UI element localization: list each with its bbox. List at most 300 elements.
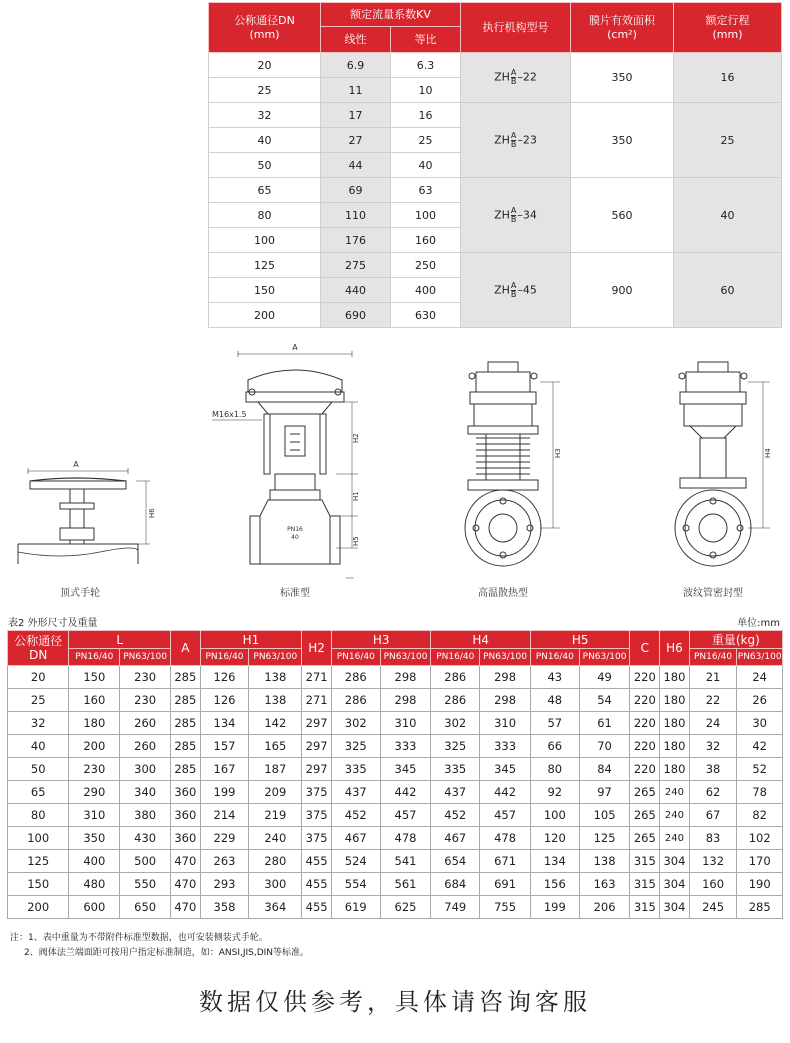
dimension-cell: 325 — [331, 735, 380, 758]
model-ab-fraction — [511, 132, 517, 149]
dimension-cell: 437 — [331, 781, 380, 804]
kv-linear-cell: 69 — [321, 178, 391, 203]
valve-drawings — [0, 338, 790, 608]
dimension-cell: 345 — [380, 758, 431, 781]
dimension-cell: 375 — [302, 781, 332, 804]
dimension-cell: 240 — [660, 804, 690, 827]
dimension-cell: 32 — [689, 735, 737, 758]
dimension-cell: 286 — [331, 689, 380, 712]
dimension-cell: 126 — [200, 666, 249, 689]
model-suffix: –34 — [517, 208, 537, 221]
dimension-cell: 240 — [660, 827, 690, 850]
dimension-cell: 125 — [8, 850, 69, 873]
dimension-cell: 38 — [689, 758, 737, 781]
dimension-cell: 470 — [171, 850, 201, 873]
dimension-cell: 298 — [380, 689, 431, 712]
kv-table-row — [209, 253, 782, 278]
t2-l-header: L — [69, 631, 171, 649]
dimension-cell: 478 — [380, 827, 431, 850]
standard-a-label: A — [292, 343, 298, 352]
standard-h5-label: H5 — [352, 536, 360, 546]
dimension-cell: 442 — [480, 781, 531, 804]
handwheel-a-label: A — [73, 460, 79, 469]
dimension-cell: 67 — [689, 804, 737, 827]
dn-cell: 150 — [209, 278, 321, 303]
stroke-cell: 25 — [674, 103, 782, 178]
dimension-cell: 293 — [200, 873, 249, 896]
dimension-cell: 286 — [431, 689, 480, 712]
dimension-cell: 350 — [69, 827, 120, 850]
actuator-model-cell — [461, 53, 571, 103]
t2-l-pn1640-header: PN16/40 — [69, 649, 120, 666]
area-cell: 350 — [571, 53, 674, 103]
dimension-cell: 209 — [249, 781, 302, 804]
dimension-cell: 49 — [579, 666, 630, 689]
dn-cell: 80 — [209, 203, 321, 228]
dimension-cell: 65 — [8, 781, 69, 804]
t2-weight-pn1640-header: PN16/40 — [689, 649, 737, 666]
t2-weight-header: 重量(kg) — [689, 631, 782, 649]
dimension-cell: 285 — [171, 735, 201, 758]
dimension-cell: 265 — [630, 781, 660, 804]
dimension-cell: 684 — [431, 873, 480, 896]
dimension-cell: 500 — [120, 850, 171, 873]
t2-h1-header: H1 — [200, 631, 302, 649]
standard-pn-label: PN16 — [287, 526, 303, 533]
dimension-cell: 26 — [737, 689, 783, 712]
dimension-cell: 285 — [737, 896, 783, 919]
model-top: A — [510, 130, 517, 140]
dimension-cell: 220 — [630, 735, 660, 758]
kv-equal-cell: 10 — [391, 78, 461, 103]
dimension-table-row — [8, 712, 783, 735]
kv-equal-cell: 400 — [391, 278, 461, 303]
dimension-cell: 48 — [530, 689, 579, 712]
kv-linear-cell: 17 — [321, 103, 391, 128]
dimension-cell: 260 — [120, 735, 171, 758]
model-suffix: –45 — [517, 283, 537, 296]
dimension-cell: 360 — [171, 827, 201, 850]
dimension-cell: 156 — [530, 873, 579, 896]
dimension-cell: 452 — [331, 804, 380, 827]
dimension-cell: 97 — [579, 781, 630, 804]
dimension-cell: 220 — [630, 689, 660, 712]
kv-header: 额定流量系数KV — [321, 3, 461, 27]
dn-header: 公称通径DN (mm) — [209, 3, 321, 53]
kv-table-row — [209, 103, 782, 128]
dimension-cell: 304 — [660, 850, 690, 873]
kv-linear-cell: 44 — [321, 153, 391, 178]
dimension-table-row — [8, 735, 783, 758]
dimension-cell: 541 — [380, 850, 431, 873]
dimension-cell: 142 — [249, 712, 302, 735]
actuator-model-cell — [461, 178, 571, 253]
t2-h3-pn63100-header: PN63/100 — [380, 649, 431, 666]
dimension-cell: 120 — [530, 827, 579, 850]
dimension-cell: 180 — [660, 735, 690, 758]
model-suffix: –23 — [517, 133, 537, 146]
t2-h1-pn1640-header: PN16/40 — [200, 649, 249, 666]
dimension-cell: 125 — [579, 827, 630, 850]
t2-h4-pn1640-header: PN16/40 — [431, 649, 480, 666]
actuator-header: 执行机构型号 — [461, 3, 571, 53]
dimension-cell: 200 — [69, 735, 120, 758]
dimension-cell: 430 — [120, 827, 171, 850]
dimension-cell: 187 — [249, 758, 302, 781]
dimension-cell: 554 — [331, 873, 380, 896]
dimension-cell: 333 — [380, 735, 431, 758]
kv-equal-header: 等比 — [391, 27, 461, 53]
dimension-cell: 245 — [689, 896, 737, 919]
kv-linear-cell: 11 — [321, 78, 391, 103]
dimension-cell: 298 — [380, 666, 431, 689]
dimension-cell: 22 — [689, 689, 737, 712]
model-bottom: B — [510, 214, 517, 224]
model-prefix: ZH — [494, 283, 510, 296]
dimension-cell: 157 — [200, 735, 249, 758]
dimension-table-row — [8, 850, 783, 873]
table2-title: 表2 外形尺寸及重量 — [8, 618, 98, 629]
dimension-cell: 480 — [69, 873, 120, 896]
handwheel-caption: 顶式手轮 — [60, 588, 100, 599]
table2-unit: 单位:mm — [737, 618, 780, 629]
actuator-model-cell — [461, 253, 571, 328]
dimension-cell: 126 — [200, 689, 249, 712]
dimension-cell: 302 — [431, 712, 480, 735]
dimension-cell: 625 — [380, 896, 431, 919]
dimension-cell: 163 — [579, 873, 630, 896]
dimension-cell: 300 — [120, 758, 171, 781]
kv-table — [208, 2, 782, 328]
dimension-cell: 24 — [737, 666, 783, 689]
dimension-cell: 102 — [737, 827, 783, 850]
m16-label: M16x1.5 — [212, 410, 247, 419]
area-cell: 350 — [571, 103, 674, 178]
dn-cell: 100 — [209, 228, 321, 253]
dimension-cell: 199 — [200, 781, 249, 804]
dimension-cell: 82 — [737, 804, 783, 827]
dimension-cell: 180 — [660, 712, 690, 735]
dimension-cell: 297 — [302, 735, 332, 758]
dimension-cell: 230 — [120, 689, 171, 712]
kv-equal-cell: 250 — [391, 253, 461, 278]
area-cell: 560 — [571, 178, 674, 253]
dimension-cell: 271 — [302, 689, 332, 712]
dimension-table-row — [8, 689, 783, 712]
dimension-cell: 671 — [480, 850, 531, 873]
dimension-cell: 180 — [660, 666, 690, 689]
dimension-cell: 260 — [120, 712, 171, 735]
dimension-cell: 455 — [302, 896, 332, 919]
high-temp-h3-label: H3 — [554, 448, 562, 458]
dimension-cell: 180 — [660, 689, 690, 712]
dimension-cell: 310 — [380, 712, 431, 735]
standard-h1-label: H1 — [352, 491, 360, 501]
dimension-cell: 180 — [69, 712, 120, 735]
dimension-cell: 442 — [380, 781, 431, 804]
model-top: A — [510, 68, 517, 77]
dimension-cell: 54 — [579, 689, 630, 712]
dimension-cell: 80 — [8, 804, 69, 827]
dimension-cell: 304 — [660, 873, 690, 896]
dimension-cell: 43 — [530, 666, 579, 689]
dimension-cell: 285 — [171, 712, 201, 735]
t2-h1-pn63100-header: PN63/100 — [249, 649, 302, 666]
dimension-cell: 200 — [8, 896, 69, 919]
dimension-cell: 271 — [302, 666, 332, 689]
kv-linear-cell: 176 — [321, 228, 391, 253]
dimension-cell: 219 — [249, 804, 302, 827]
dimension-cell: 335 — [331, 758, 380, 781]
bellows-h4-label: H4 — [764, 448, 772, 458]
area-header: 膜片有效面积 (cm²) — [571, 3, 674, 53]
dimension-cell: 78 — [737, 781, 783, 804]
dimension-cell: 297 — [302, 712, 332, 735]
dimension-cell: 265 — [630, 827, 660, 850]
dimension-cell: 240 — [249, 827, 302, 850]
dimension-table-row — [8, 873, 783, 896]
dimension-cell: 206 — [579, 896, 630, 919]
dimension-cell: 455 — [302, 873, 332, 896]
dimension-cell: 220 — [630, 758, 660, 781]
dimension-cell: 375 — [302, 804, 332, 827]
dimension-cell: 286 — [331, 666, 380, 689]
dimension-table-row — [8, 781, 783, 804]
dimension-cell: 220 — [630, 666, 660, 689]
t2-h4-pn63100-header: PN63/100 — [480, 649, 531, 666]
dimension-cell: 755 — [480, 896, 531, 919]
dimension-cell: 21 — [689, 666, 737, 689]
model-ab-fraction — [511, 282, 517, 299]
model-bottom: B — [510, 289, 517, 299]
dimension-cell: 100 — [530, 804, 579, 827]
dn-cell: 125 — [209, 253, 321, 278]
dimension-cell: 167 — [200, 758, 249, 781]
dimension-cell: 345 — [480, 758, 531, 781]
dimension-cell: 315 — [630, 850, 660, 873]
dimension-cell: 24 — [689, 712, 737, 735]
dimension-cell: 83 — [689, 827, 737, 850]
dimension-cell: 80 — [530, 758, 579, 781]
dimension-cell: 524 — [331, 850, 380, 873]
dimension-cell: 40 — [8, 735, 69, 758]
dimension-cell: 304 — [660, 896, 690, 919]
dn-cell: 40 — [209, 128, 321, 153]
high-temp-valve-drawing — [465, 362, 560, 566]
dimension-cell: 400 — [69, 850, 120, 873]
handwheel-drawing — [18, 468, 150, 564]
dimension-cell: 333 — [480, 735, 531, 758]
dimension-cell: 360 — [171, 804, 201, 827]
dimension-cell: 229 — [200, 827, 249, 850]
model-bottom: B — [510, 139, 517, 149]
kv-equal-cell: 16 — [391, 103, 461, 128]
dn-cell: 50 — [209, 153, 321, 178]
kv-linear-cell: 275 — [321, 253, 391, 278]
dn-cell: 20 — [209, 53, 321, 78]
dimension-cell: 134 — [200, 712, 249, 735]
dimension-cell: 57 — [530, 712, 579, 735]
dimension-cell: 84 — [579, 758, 630, 781]
dimension-table-row — [8, 827, 783, 850]
dimension-cell: 358 — [200, 896, 249, 919]
dimension-cell: 280 — [249, 850, 302, 873]
dimension-cell: 70 — [579, 735, 630, 758]
dimension-cell: 199 — [530, 896, 579, 919]
dimension-cell: 61 — [579, 712, 630, 735]
handwheel-h6-label: H6 — [148, 508, 156, 518]
dn-cell: 65 — [209, 178, 321, 203]
dimension-cell: 25 — [8, 689, 69, 712]
model-prefix: ZH — [494, 133, 510, 146]
model-prefix: ZH — [494, 208, 510, 221]
dimension-cell: 691 — [480, 873, 531, 896]
dimension-cell: 62 — [689, 781, 737, 804]
dimension-cell: 32 — [8, 712, 69, 735]
dimension-cell: 600 — [69, 896, 120, 919]
kv-equal-cell: 63 — [391, 178, 461, 203]
dimension-cell: 340 — [120, 781, 171, 804]
model-ab-fraction — [511, 207, 517, 224]
dimension-cell: 437 — [431, 781, 480, 804]
note-1: 注：1、表中重量为不带附件标准型数据，也可安装侧装式手轮。 — [10, 933, 268, 943]
dimension-cell: 375 — [302, 827, 332, 850]
dimension-cell: 52 — [737, 758, 783, 781]
dimension-cell: 298 — [480, 689, 531, 712]
dimension-cell: 134 — [530, 850, 579, 873]
dimension-cell: 478 — [480, 827, 531, 850]
bellows-caption: 波纹管密封型 — [683, 588, 743, 599]
kv-equal-cell: 6.3 — [391, 53, 461, 78]
actuator-model-cell — [461, 103, 571, 178]
t2-h4-header: H4 — [431, 631, 531, 649]
dimension-cell: 66 — [530, 735, 579, 758]
valve-drawings-svg — [0, 338, 790, 608]
dimension-cell: 100 — [8, 827, 69, 850]
dimension-cell: 300 — [249, 873, 302, 896]
dimension-cell: 214 — [200, 804, 249, 827]
dimension-cell: 315 — [630, 873, 660, 896]
dimension-cell: 138 — [579, 850, 630, 873]
footer-disclaimer: 数据仅供参考，具体请咨询客服 — [199, 988, 591, 1016]
dimension-cell: 230 — [69, 758, 120, 781]
dimension-cell: 165 — [249, 735, 302, 758]
standard-pn40-label: 40 — [291, 534, 299, 541]
dimension-cell: 160 — [689, 873, 737, 896]
dimension-cell: 467 — [431, 827, 480, 850]
dimension-cell: 180 — [660, 758, 690, 781]
dimension-cell: 190 — [737, 873, 783, 896]
dimension-table-row — [8, 896, 783, 919]
t2-c-header: C — [630, 631, 660, 666]
dimension-table — [7, 630, 783, 919]
dimension-cell: 298 — [480, 666, 531, 689]
kv-linear-cell: 6.9 — [321, 53, 391, 78]
dimension-cell: 335 — [431, 758, 480, 781]
note-2: 2、阀体法兰端面距可按用户指定标准制造，如：ANSI,JIS,DIN等标准。 — [24, 948, 310, 958]
kv-equal-cell: 630 — [391, 303, 461, 328]
t2-h5-pn63100-header: PN63/100 — [579, 649, 630, 666]
dimension-cell: 455 — [302, 850, 332, 873]
kv-linear-cell: 27 — [321, 128, 391, 153]
dimension-cell: 310 — [480, 712, 531, 735]
stroke-cell: 60 — [674, 253, 782, 328]
dimension-cell: 561 — [380, 873, 431, 896]
t2-h3-header: H3 — [331, 631, 431, 649]
dimension-cell: 263 — [200, 850, 249, 873]
dimension-cell: 457 — [480, 804, 531, 827]
dimension-cell: 315 — [630, 896, 660, 919]
area-cell: 900 — [571, 253, 674, 328]
dimension-cell: 470 — [171, 896, 201, 919]
dn-cell: 32 — [209, 103, 321, 128]
dimension-cell: 170 — [737, 850, 783, 873]
dimension-cell: 467 — [331, 827, 380, 850]
model-top: A — [510, 205, 517, 215]
notes — [10, 931, 309, 961]
model-bottom: B — [510, 77, 517, 86]
kv-linear-cell: 440 — [321, 278, 391, 303]
dimension-cell: 290 — [69, 781, 120, 804]
dimension-cell: 132 — [689, 850, 737, 873]
dimension-cell: 452 — [431, 804, 480, 827]
dimension-table-row — [8, 804, 783, 827]
dn-cell: 25 — [209, 78, 321, 103]
kv-equal-cell: 25 — [391, 128, 461, 153]
kv-table-row — [209, 53, 782, 78]
dimension-cell: 138 — [249, 689, 302, 712]
dimension-cell: 240 — [660, 781, 690, 804]
dimension-cell: 749 — [431, 896, 480, 919]
model-ab-fraction — [511, 69, 517, 86]
kv-equal-cell: 40 — [391, 153, 461, 178]
standard-caption: 标准型 — [280, 588, 310, 599]
dimension-cell: 457 — [380, 804, 431, 827]
stroke-cell: 40 — [674, 178, 782, 253]
dimension-cell: 50 — [8, 758, 69, 781]
dimension-cell: 220 — [630, 712, 660, 735]
dimension-cell: 138 — [249, 666, 302, 689]
dimension-cell: 654 — [431, 850, 480, 873]
stroke-cell: 16 — [674, 53, 782, 103]
dimension-cell: 285 — [171, 689, 201, 712]
standard-valve-drawing — [212, 351, 358, 578]
dn-cell: 200 — [209, 303, 321, 328]
kv-table-row — [209, 178, 782, 203]
dimension-cell: 360 — [171, 781, 201, 804]
standard-h2-label: H2 — [352, 433, 360, 443]
dimension-cell: 150 — [8, 873, 69, 896]
dimension-table-row — [8, 666, 783, 689]
dimension-cell: 302 — [331, 712, 380, 735]
model-prefix: ZH — [494, 70, 510, 84]
dimension-cell: 550 — [120, 873, 171, 896]
kv-equal-cell: 160 — [391, 228, 461, 253]
dimension-cell: 230 — [120, 666, 171, 689]
dimension-cell: 30 — [737, 712, 783, 735]
dimension-cell: 325 — [431, 735, 480, 758]
t2-l-pn63100-header: PN63/100 — [120, 649, 171, 666]
stroke-header: 额定行程 (mm) — [674, 3, 782, 53]
t2-h3-pn1640-header: PN16/40 — [331, 649, 380, 666]
dimension-cell: 285 — [171, 758, 201, 781]
t2-h6-header: H6 — [660, 631, 690, 666]
kv-linear-cell: 110 — [321, 203, 391, 228]
dimension-cell: 160 — [69, 689, 120, 712]
dimension-cell: 286 — [431, 666, 480, 689]
dimension-cell: 380 — [120, 804, 171, 827]
kv-linear-header: 线性 — [321, 27, 391, 53]
